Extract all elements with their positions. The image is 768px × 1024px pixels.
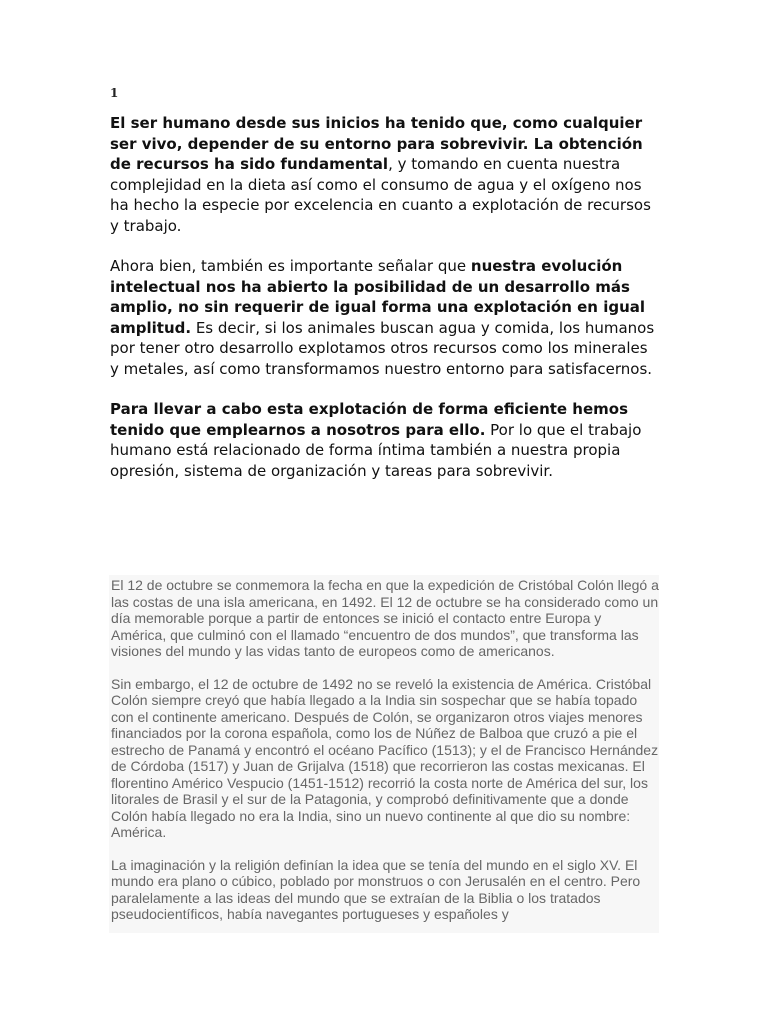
paragraph-2-text: Es decir, si los animales buscan agua y comida, los humanos por tener otro desarrollo explotamos otros recursos como los minerales y metales, así como transformamos nuestro entorno para satisfacernos. xyxy=(110,318,655,378)
paragraph-3-bold: Para llevar a cabo esta explotación de forma eficiente hemos tenido que emplearnos a nosotros para ello. xyxy=(110,400,629,439)
paragraph-2 xyxy=(110,256,660,379)
paragraph-2-start: Ahora bien, también es importante señalar que xyxy=(110,257,471,275)
paragraph-1-text: , y tomando en cuenta nuestra complejidad en la dieta así como el consumo de agua y el oxígeno nos ha hecho la especie por excelencia en cuanto a explotación de recursos y trabajo. xyxy=(110,155,651,235)
paragraph-2-bold: nuestra evolución intelectual nos ha abierto la posibilidad de un desarrollo más amplio, no sin requerir de igual forma una explotación en igual amplitud. xyxy=(110,257,646,337)
paragraph-3 xyxy=(110,399,660,481)
excerpt-paragraph-2: Sin embargo, el 12 de octubre de 1492 no se reveló la existencia de América. Cristóbal Colón siempre creyó que había llegado a la India sin sospechar que se había topado con el continente americano. Después de Colón, se organizaron otros viajes menores financiados por la corona española, como los de Núñez de Balboa que cruzó a pie el estrecho de Panamá y encontró el océano Pacífico (1513); y el de Francisco Hernández de Córdoba (1517) y Juan de Grijalva (1518) que recorrieron las costas mexicanas. El florentino Américo Vespucio (1451-1512) recorrió la costa norte de América del sur, los litorales de Brasil y el sur de la Patagonia, y comprobó definitivamente que a donde Colón había llegado no era la India, sino un nuevo continente al que dio su nombre: América. xyxy=(111,675,659,840)
paragraph-3-text: Por lo que el trabajo humano está relacionado de forma íntima también a nuestra propia opresión, sistema de organización y tareas para sobrevivir. xyxy=(110,420,642,480)
paragraph-1 xyxy=(110,113,660,236)
page-number: 1 xyxy=(110,86,119,100)
excerpt-paragraph-3: La imaginación y la religión definían la idea que se tenía del mundo en el siglo XV. El mundo era plano o cúbico, poblado por monstruos o con Jerusalén en el centro. Pero paralelamente a las ideas del mundo que se extraían de la Biblia o los tratados pseudocientíficos, había navegantes portugueses y españoles y xyxy=(111,856,641,922)
excerpt-paragraph-1: El 12 de octubre se conmemora la fecha en que la expedición de Cristóbal Colón llegó a las costas de una isla americana, en 1492. El 12 de octubre se ha considerado como un día memorable porque a partir de entonces se inició el contacto entre Europa y América, que culminó con el llamado “encuentro de dos mundos”, que transforma las visiones del mundo y las vidas tanto de europeos como de americanos. xyxy=(111,577,659,659)
main-text xyxy=(110,113,660,501)
paragraph-1-bold: El ser humano desde sus inicios ha tenido que, como cualquier ser vivo, depender de su entorno para sobrevivir. La obtención de recursos ha sido fundamental xyxy=(110,114,643,173)
quoted-excerpt-box xyxy=(109,575,659,933)
